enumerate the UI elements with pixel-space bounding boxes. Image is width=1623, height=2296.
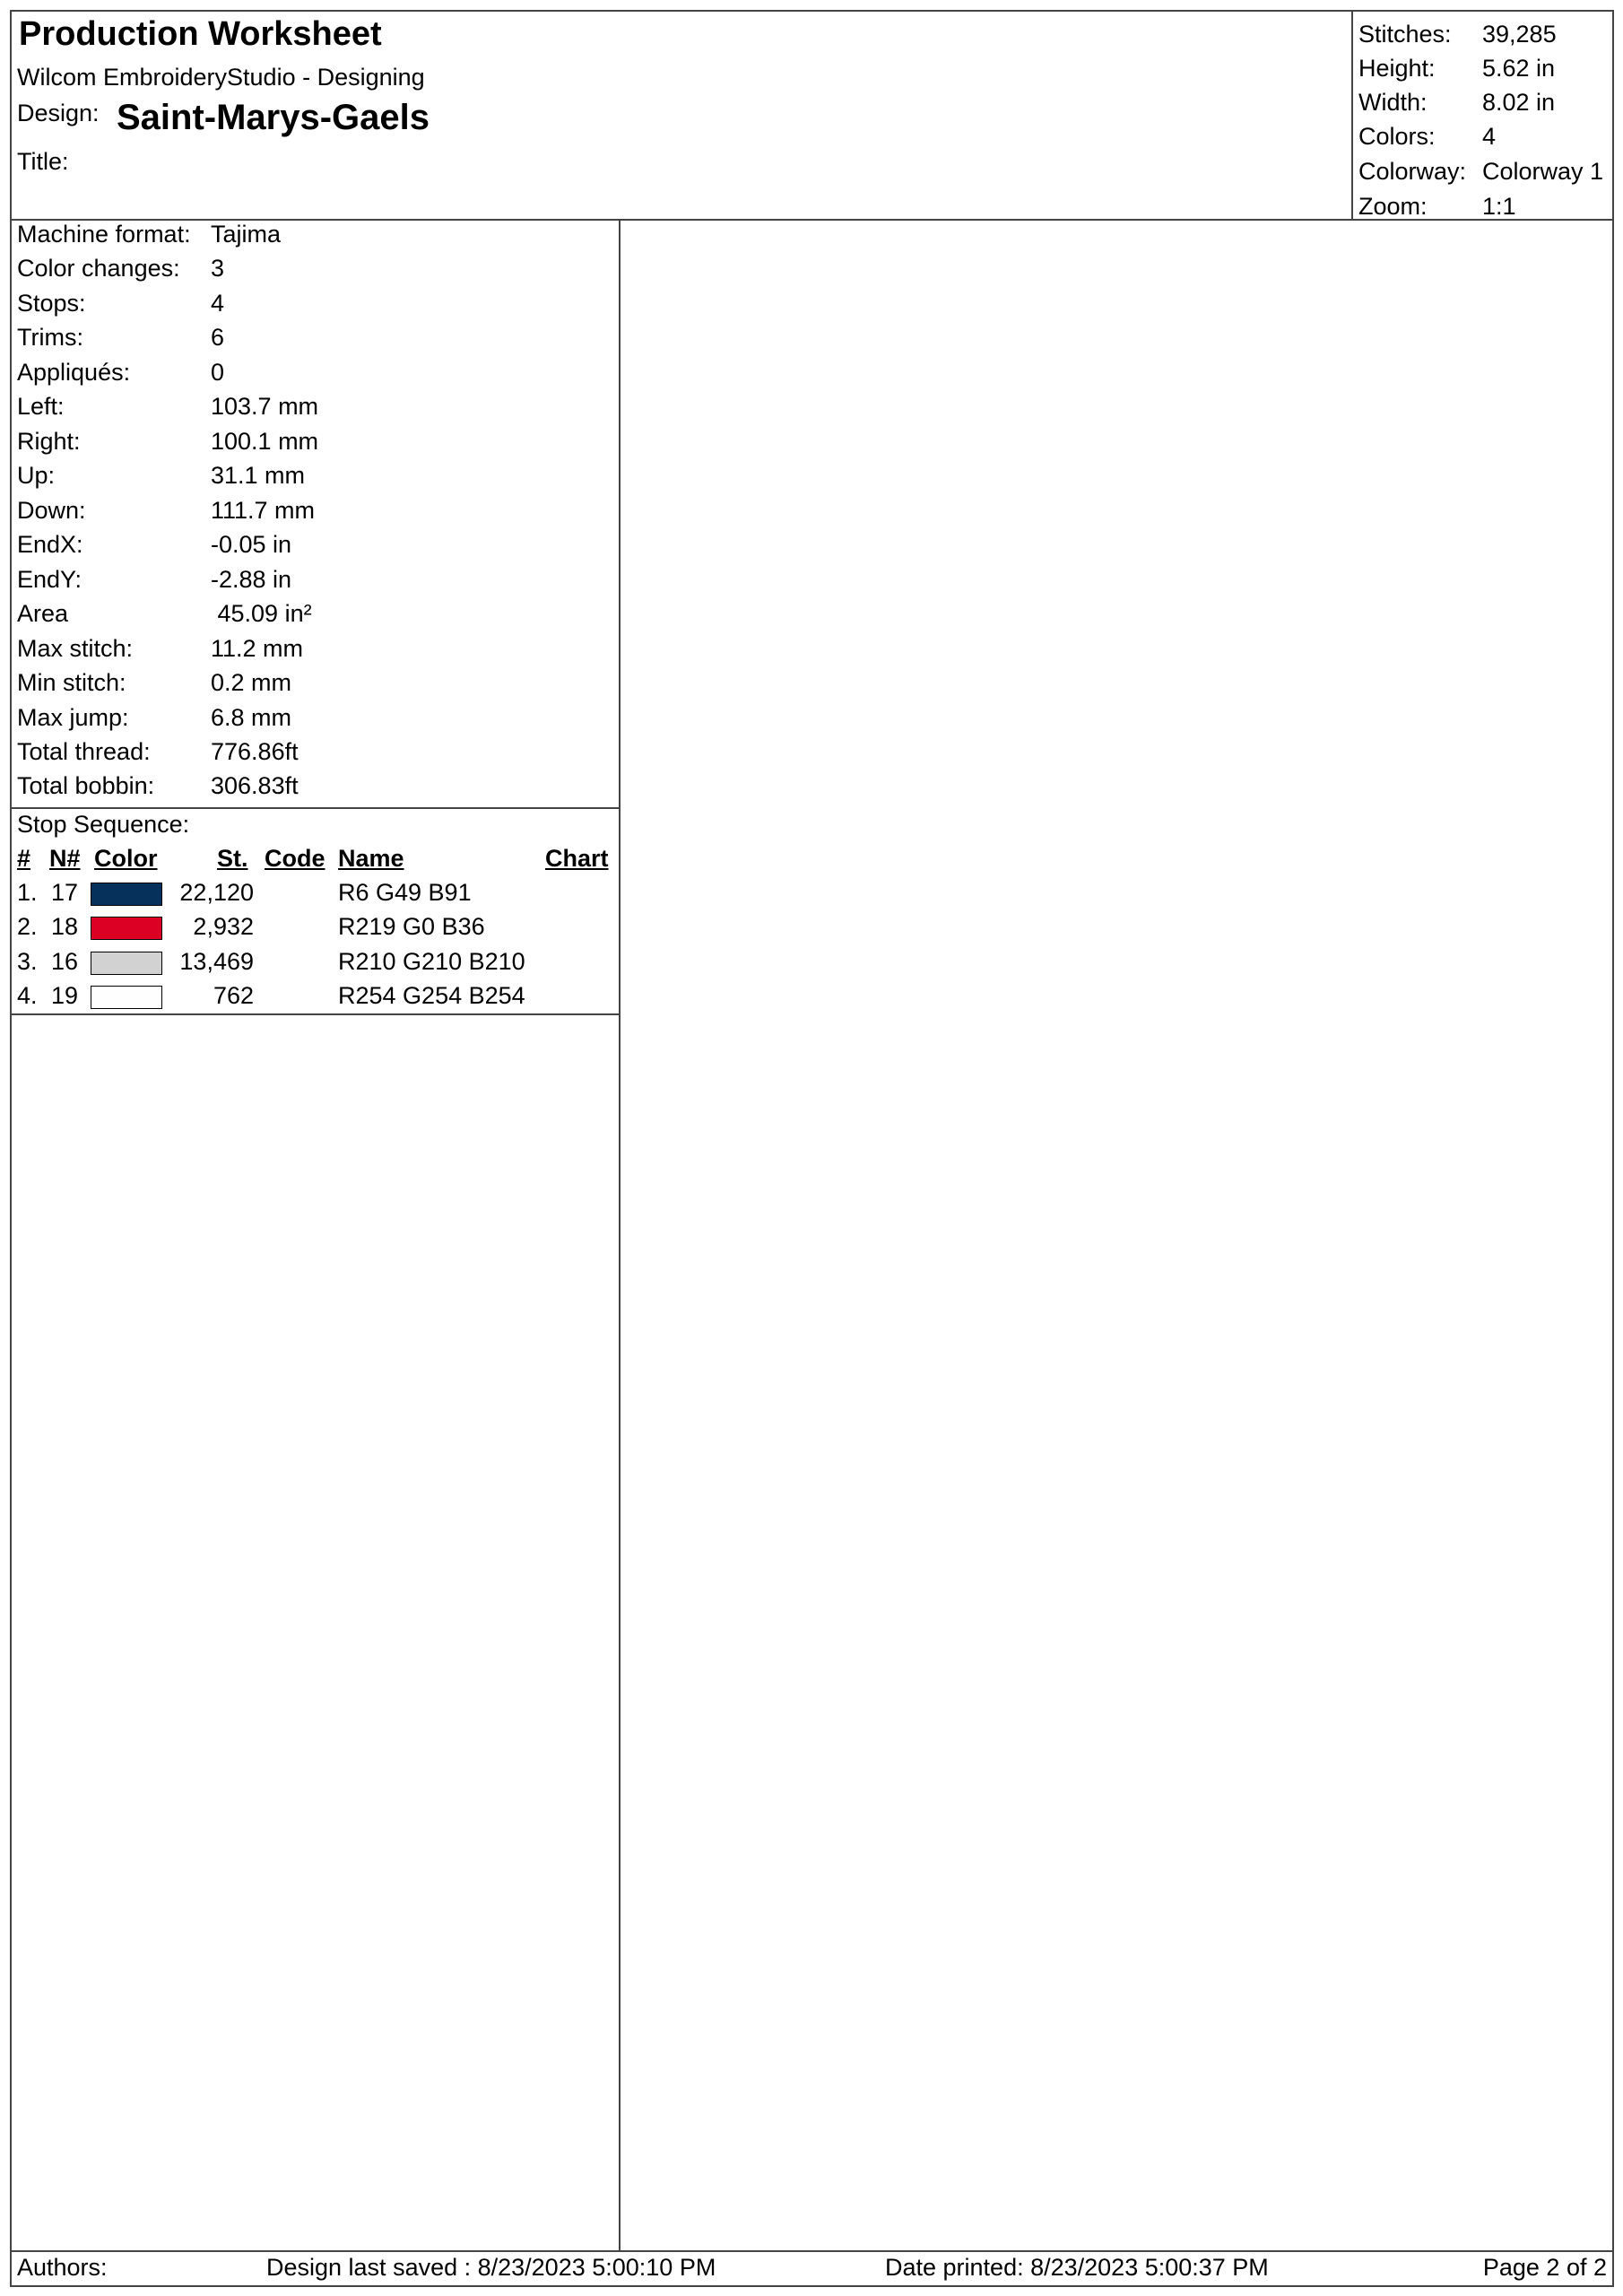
table-row xyxy=(12,982,619,1016)
property-label: Machine format: xyxy=(17,221,191,248)
property-value: 306.83ft xyxy=(211,772,299,799)
column-header-name: Name xyxy=(338,845,404,872)
property-label: Area xyxy=(17,600,69,627)
property-value: 4 xyxy=(211,290,225,317)
property-value: 3 xyxy=(211,255,225,282)
column-header-stitches: St. xyxy=(217,845,248,872)
property-value: 45.09 in² xyxy=(211,600,312,627)
color-swatch xyxy=(91,952,162,975)
property-value: 111.7 mm xyxy=(211,497,316,524)
stat-label: Zoom: xyxy=(1358,193,1428,220)
property-value: Tajima xyxy=(211,221,282,248)
machine-properties xyxy=(12,219,619,809)
stat-value: 39,285 xyxy=(1482,21,1557,48)
stat-label: Colors: xyxy=(1358,123,1436,150)
property-label: EndY: xyxy=(17,566,82,593)
design-name: Saint-Marys-Gaels xyxy=(117,98,430,137)
stat-value: Colorway 1 xyxy=(1482,158,1604,185)
color-name: R6 G49 B91 xyxy=(338,879,472,906)
stop-index: 3. xyxy=(17,948,38,975)
property-value: 0.2 mm xyxy=(211,669,292,696)
property-value: -2.88 in xyxy=(211,566,292,593)
stitch-count: 13,469 xyxy=(179,948,254,975)
property-value: 103.7 mm xyxy=(211,393,319,420)
property-label: Appliqués: xyxy=(17,359,131,386)
date-printed: Date printed: 8/23/2023 5:00:37 PM xyxy=(885,2254,1269,2281)
app-name: Wilcom EmbroideryStudio - Designing xyxy=(17,64,425,91)
column-header-index: # xyxy=(17,845,31,872)
title-label: Title: xyxy=(17,148,69,175)
property-value: 0 xyxy=(211,359,225,386)
column-header-needle: N# xyxy=(49,845,81,872)
details-column xyxy=(12,219,621,2250)
stop-index: 4. xyxy=(17,982,38,1009)
header-info xyxy=(12,12,1353,219)
property-label: Total bobbin: xyxy=(17,772,155,799)
stat-value: 5.62 in xyxy=(1482,55,1556,82)
stat-value: 8.02 in xyxy=(1482,89,1556,116)
needle-number: 16 xyxy=(51,948,79,975)
property-label: Left: xyxy=(17,393,65,420)
last-saved: Design last saved : 8/23/2023 5:00:10 PM xyxy=(266,2254,716,2281)
column-header-code: Code xyxy=(265,845,325,872)
stat-value: 1:1 xyxy=(1482,193,1516,220)
page-title: Production Worksheet xyxy=(19,15,382,53)
stat-label: Colorway: xyxy=(1358,158,1467,185)
needle-number: 18 xyxy=(51,913,79,940)
stitch-count: 762 xyxy=(213,982,254,1009)
stitch-count: 2,932 xyxy=(193,913,254,940)
column-header-color: Color xyxy=(94,845,158,872)
needle-number: 17 xyxy=(51,879,79,906)
color-name: R254 G254 B254 xyxy=(338,982,525,1009)
stat-label: Stitches: xyxy=(1358,21,1452,48)
property-label: Min stitch: xyxy=(17,669,126,696)
property-value: 11.2 mm xyxy=(211,635,304,662)
stop-sequence xyxy=(12,809,619,1015)
page-number: Page 2 of 2 xyxy=(1482,2254,1607,2281)
table-row xyxy=(12,913,619,947)
property-label: Max jump: xyxy=(17,704,129,731)
property-value: 31.1 mm xyxy=(211,462,306,489)
worksheet-footer xyxy=(12,2250,1612,2287)
property-label: Total thread: xyxy=(17,738,151,765)
property-label: Max stitch: xyxy=(17,635,134,662)
property-label: Right: xyxy=(17,428,81,455)
needle-number: 19 xyxy=(51,982,79,1009)
color-swatch xyxy=(91,883,162,906)
design-label: Design: xyxy=(17,100,100,126)
property-value: -0.05 in xyxy=(211,531,292,558)
property-label: Up: xyxy=(17,462,56,489)
production-worksheet xyxy=(10,10,1614,2287)
table-row xyxy=(12,948,619,982)
property-label: Trims: xyxy=(17,324,83,351)
property-label: EndX: xyxy=(17,531,83,558)
property-label: Stops: xyxy=(17,290,86,317)
property-label: Color changes: xyxy=(17,255,180,282)
stat-value: 4 xyxy=(1482,123,1497,150)
property-value: 100.1 mm xyxy=(211,428,319,455)
table-row xyxy=(12,879,619,913)
stat-label: Width: xyxy=(1358,89,1428,116)
color-swatch xyxy=(91,917,162,940)
property-value: 776.86ft xyxy=(211,738,299,765)
stat-label: Height: xyxy=(1358,55,1436,82)
property-value: 6 xyxy=(211,324,225,351)
property-label: Down: xyxy=(17,497,86,524)
color-name: R210 G210 B210 xyxy=(338,948,525,975)
property-value: 6.8 mm xyxy=(211,704,292,731)
stop-index: 1. xyxy=(17,879,38,906)
color-name: R219 G0 B36 xyxy=(338,913,485,940)
authors-label: Authors: xyxy=(17,2254,108,2281)
column-header-chart: Chart xyxy=(545,845,609,872)
color-swatch xyxy=(91,986,162,1009)
stop-sequence-title: Stop Sequence: xyxy=(17,811,190,838)
stop-index: 2. xyxy=(17,913,38,940)
worksheet-header xyxy=(12,12,1612,221)
stitch-count: 22,120 xyxy=(179,879,254,906)
